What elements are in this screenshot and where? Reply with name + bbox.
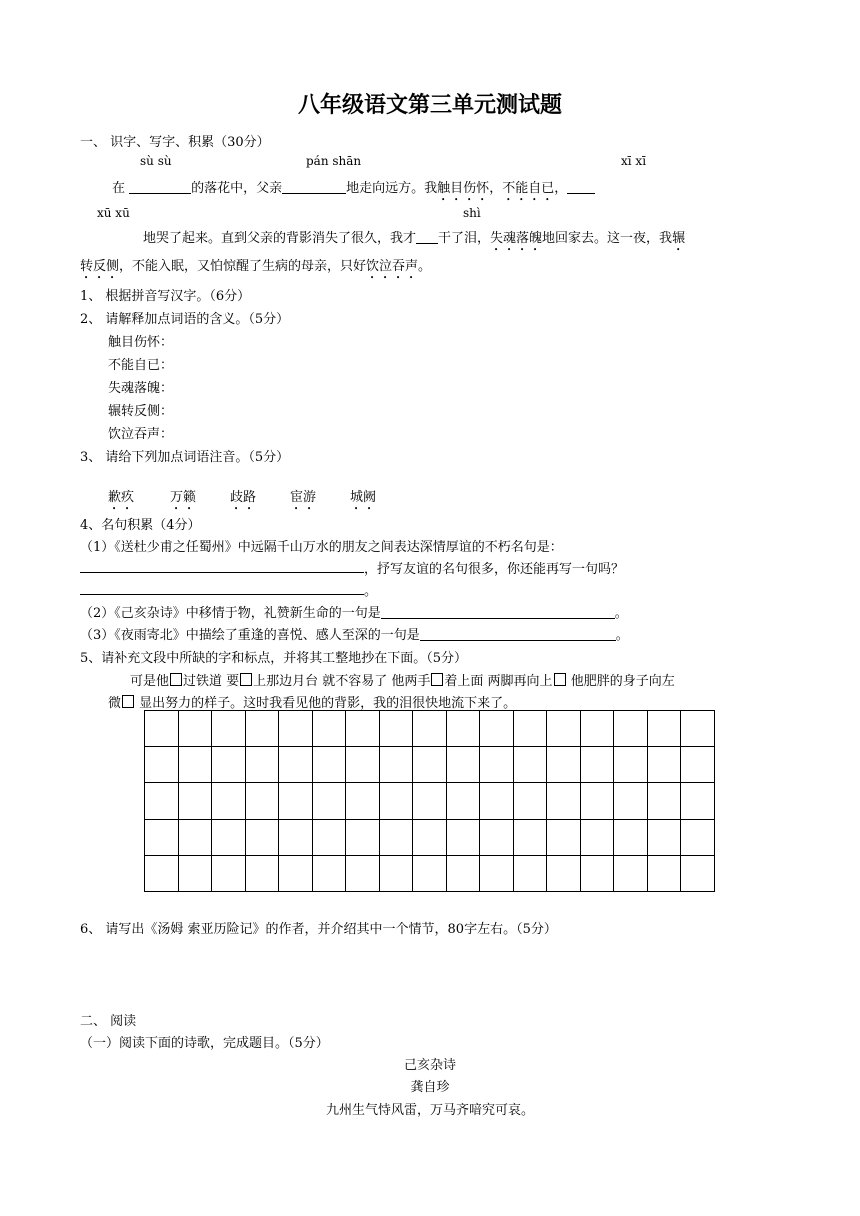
grid-cell[interactable] <box>312 747 346 783</box>
grid-cell[interactable] <box>614 855 648 891</box>
grid-cell[interactable] <box>614 783 648 819</box>
grid-cell[interactable] <box>346 855 380 891</box>
q3-word: 歉疚 <box>108 490 135 505</box>
grid-cell[interactable] <box>480 747 514 783</box>
grid-cell[interactable] <box>346 747 380 783</box>
grid-cell[interactable] <box>312 711 346 747</box>
grid-cell[interactable] <box>279 747 313 783</box>
blank-xixi[interactable] <box>567 179 595 194</box>
grid-cell[interactable] <box>681 783 715 819</box>
grid-cell[interactable] <box>614 819 648 855</box>
q3-word: 万籁 <box>170 490 197 505</box>
grid-cell[interactable] <box>413 819 447 855</box>
grid-cell[interactable] <box>446 747 480 783</box>
pinyin-xuxu: xū xū <box>97 206 130 220</box>
missing-box <box>554 673 566 686</box>
grid-cell[interactable] <box>145 819 179 855</box>
reading-subsection-1: （一）阅读下面的诗歌，完成题目。（5分） <box>80 1036 329 1051</box>
grid-cell[interactable] <box>580 747 614 783</box>
grid-cell[interactable] <box>681 855 715 891</box>
grid-cell[interactable] <box>513 747 547 783</box>
grid-cell[interactable] <box>312 783 346 819</box>
grid-cell[interactable] <box>145 747 179 783</box>
grid-cell[interactable] <box>346 711 380 747</box>
missing-box <box>170 673 182 686</box>
grid-cell[interactable] <box>480 819 514 855</box>
pinyin-panshan: pán shān <box>306 154 362 168</box>
poem-line: 九州生气恃风雷，万马齐喑究可哀。 <box>325 1103 534 1118</box>
grid-cell[interactable] <box>446 783 480 819</box>
q4-2-prompt: （2）《己亥杂诗》中移情于物，礼赞新生命的一句是 。 <box>80 606 628 621</box>
blank-susu[interactable] <box>129 179 191 194</box>
grid-cell[interactable] <box>379 783 413 819</box>
grid-cell[interactable] <box>413 783 447 819</box>
q4-1-end: 。 <box>364 584 378 599</box>
grid-cell[interactable] <box>178 747 212 783</box>
grid-cell[interactable] <box>346 819 380 855</box>
grid-cell[interactable] <box>279 855 313 891</box>
grid-cell[interactable] <box>647 747 681 783</box>
grid-cell[interactable] <box>681 747 715 783</box>
grid-cell[interactable] <box>145 783 179 819</box>
grid-cell[interactable] <box>279 783 313 819</box>
grid-cell[interactable] <box>446 819 480 855</box>
poem-title: 己亥杂诗 <box>403 1058 456 1073</box>
grid-cell[interactable] <box>547 711 581 747</box>
grid-cell[interactable] <box>212 855 246 891</box>
grid-cell[interactable] <box>413 747 447 783</box>
grid-row <box>145 747 715 783</box>
answer-line[interactable] <box>80 572 364 573</box>
grid-cell[interactable] <box>212 819 246 855</box>
q4-1-followup: ，抒写友谊的名句很多，你还能再写一句吗？ <box>364 562 625 577</box>
q2-item: 触目伤怀： <box>108 335 174 350</box>
grid-cell[interactable] <box>446 711 480 747</box>
pinyin-shi: shì <box>463 206 481 220</box>
grid-cell[interactable] <box>547 819 581 855</box>
q5-passage-line-1: 可是他 过铁道 要 上那边月台 就不容易了 他两手 着上面 两脚再向上 他肥胖的身子向左 <box>130 674 675 689</box>
blank-shi[interactable] <box>416 229 438 244</box>
grid-cell[interactable] <box>681 819 715 855</box>
question-6: 6、 请写出《汤姆 索亚历险记》的作者，并介绍其中一个情节，80字左右。（5分） <box>80 922 557 937</box>
grid-cell[interactable] <box>178 783 212 819</box>
grid-cell[interactable] <box>413 711 447 747</box>
q3-word: 城阙 <box>350 490 377 505</box>
grid-cell[interactable] <box>647 855 681 891</box>
grid-cell[interactable] <box>547 747 581 783</box>
grid-cell[interactable] <box>580 855 614 891</box>
dotted-word-yinqi: 饮泣吞声 <box>366 259 419 274</box>
grid-row <box>145 783 715 819</box>
grid-row <box>145 819 715 855</box>
grid-cell[interactable] <box>212 747 246 783</box>
q2-item: 不能自已： <box>108 358 174 373</box>
missing-box <box>240 673 252 686</box>
grid-cell[interactable] <box>312 819 346 855</box>
grid-cell[interactable] <box>480 711 514 747</box>
grid-cell[interactable] <box>245 747 279 783</box>
grid-cell[interactable] <box>245 783 279 819</box>
q2-item: 饮泣吞声： <box>108 427 174 442</box>
grid-cell[interactable] <box>647 819 681 855</box>
grid-cell[interactable] <box>446 855 480 891</box>
section-two-heading: 二、 阅读 <box>80 1014 137 1029</box>
grid-cell[interactable] <box>681 711 715 747</box>
blank-panshan[interactable] <box>282 179 346 194</box>
grid-cell[interactable] <box>580 819 614 855</box>
question-2: 2、 请解释加点词语的含义。（5分） <box>80 312 290 327</box>
grid-cell[interactable] <box>178 855 212 891</box>
dotted-word-bunengziji: 不能自已 <box>502 181 555 196</box>
grid-cell[interactable] <box>614 747 648 783</box>
grid-cell[interactable] <box>346 783 380 819</box>
grid-row <box>145 711 715 747</box>
grid-cell[interactable] <box>547 855 581 891</box>
dotted-word-shihun: 失魂落魄 <box>490 231 543 246</box>
passage-line-2: 地哭了起来。直到父亲的背影消失了很久，我才 干了泪，失魂落魄地回家去。这一夜，我辗 <box>143 231 686 246</box>
grid-cell[interactable] <box>379 747 413 783</box>
q4-1-prompt: （1）《送杜少甫之任蜀州》中远隔千山万水的朋友之间表达深情厚谊的不朽名句是： <box>80 540 563 555</box>
grid-cell[interactable] <box>647 711 681 747</box>
grid-cell[interactable] <box>245 711 279 747</box>
question-5: 5、请补充文段中所缺的字和标点，并将其工整地抄在下面。（5分） <box>80 651 468 666</box>
question-4: 4、名句积累（4分） <box>80 518 201 533</box>
grid-cell[interactable] <box>513 855 547 891</box>
grid-cell[interactable] <box>312 855 346 891</box>
grid-cell[interactable] <box>580 711 614 747</box>
pinyin-susu: sù sù <box>140 154 172 168</box>
passage-line-1: 在 的落花中，父亲 地走向远方。我触目伤怀，不能自已， <box>112 177 595 204</box>
page-title: 八年级语文第三单元测试题 <box>297 93 562 118</box>
q2-item: 失魂落魄： <box>108 381 174 396</box>
grid-cell[interactable] <box>379 819 413 855</box>
grid-cell[interactable] <box>212 783 246 819</box>
grid-cell[interactable] <box>379 711 413 747</box>
grid-cell[interactable] <box>145 711 179 747</box>
section-one-heading: 一、 识字、写字、积累（30分） <box>80 135 270 150</box>
grid-cell[interactable] <box>614 711 648 747</box>
grid-cell[interactable] <box>513 711 547 747</box>
grid-cell[interactable] <box>279 711 313 747</box>
grid-cell[interactable] <box>245 855 279 891</box>
grid-cell[interactable] <box>379 855 413 891</box>
grid-cell[interactable] <box>245 819 279 855</box>
grid-cell[interactable] <box>145 855 179 891</box>
grid-cell[interactable] <box>513 819 547 855</box>
answer-blank[interactable] <box>420 626 616 641</box>
grid-row <box>145 855 715 891</box>
grid-cell[interactable] <box>513 783 547 819</box>
pinyin-xixi: xī xī <box>621 154 647 168</box>
writing-grid[interactable] <box>144 710 715 892</box>
answer-blank[interactable] <box>381 604 615 619</box>
grid-cell[interactable] <box>647 783 681 819</box>
dotted-word-zhan: 辗 <box>672 231 686 246</box>
grid-cell[interactable] <box>178 711 212 747</box>
missing-box <box>122 695 134 708</box>
grid-cell[interactable] <box>547 783 581 819</box>
grid-cell[interactable] <box>580 783 614 819</box>
q3-word: 宦游 <box>290 490 317 505</box>
grid-cell[interactable] <box>413 855 447 891</box>
q2-item: 辗转反侧： <box>108 404 174 419</box>
grid-cell[interactable] <box>279 819 313 855</box>
grid-cell[interactable] <box>480 783 514 819</box>
dotted-word-chumu: 触目伤怀 <box>437 181 490 196</box>
passage-line-3: 转反侧，不能入眠，又怕惊醒了生病的母亲，只好饮泣吞声。 <box>80 259 432 274</box>
q5-passage-line-2: 微 显出努力的样子。这时我看见他的背影，我的泪很快地流下来了。 <box>108 696 517 711</box>
missing-box <box>431 673 443 686</box>
question-1: 1、 根据拼音写汉字。（6分） <box>80 289 251 304</box>
dotted-word-zhuanfance: 转反侧 <box>80 259 120 274</box>
grid-cell[interactable] <box>212 711 246 747</box>
grid-cell[interactable] <box>178 819 212 855</box>
q4-3-prompt: （3）《夜雨寄北》中描绘了重逢的喜悦、感人至深的一句是 。 <box>80 628 629 643</box>
q3-word: 歧路 <box>230 490 257 505</box>
question-3: 3、 请给下列加点词语注音。（5分） <box>80 450 290 465</box>
answer-line[interactable] <box>80 594 364 595</box>
grid-cell[interactable] <box>480 855 514 891</box>
poem-author: 龚自珍 <box>410 1080 450 1095</box>
